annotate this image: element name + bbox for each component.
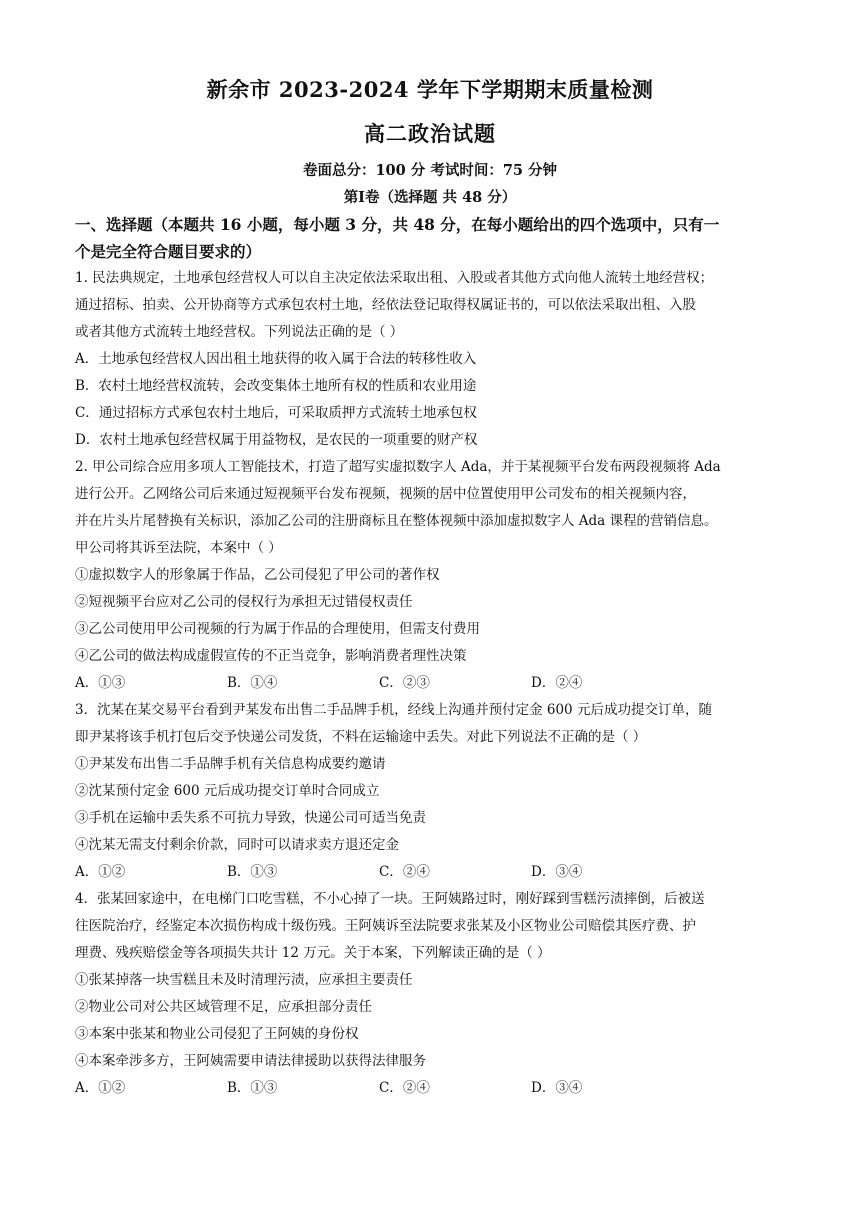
answer-choice: D．农村土地承包经营权属于用益物权，是农民的一项重要的财产权 — [75, 432, 478, 448]
exam-subtitle: 高二政治试题 — [364, 121, 496, 146]
statement: ③本案中张某和物业公司侵犯了王阿姨的身份权 — [75, 1026, 359, 1042]
section-heading-line: 一、选择题（本题共 16 小题，每小题 3 分，共 48 分，在每小题给出的四个选项中，只有一 — [75, 215, 720, 234]
option-b: B．①④ — [227, 675, 278, 691]
question-2 — [75, 454, 787, 697]
statement: ④乙公司的做法构成虚假宣传的不正当竞争，影响消费者理性决策 — [75, 648, 467, 664]
question-stem-line: 通过招标、拍卖、公开协商等方式承包农村土地，经依法登记取得权属证书的，可以依法采取出租、入股 — [75, 297, 696, 313]
option-c: C．②③ — [379, 675, 430, 691]
statement: ②物业公司对公共区域管理不足，应承担部分责任 — [75, 999, 372, 1015]
option-d: D．②④ — [531, 675, 583, 691]
question-stem-line: 2. 甲公司综合应用多项人工智能技术，打造了超写实虚拟数字人 Ada，并于某视频平台发布两段视频将 Ada — [75, 459, 721, 475]
option-c: C．②④ — [379, 864, 430, 880]
statement: ③乙公司使用甲公司视频的行为属于作品的合理使用，但需支付费用 — [75, 621, 480, 637]
option-a: A．①② — [75, 1080, 126, 1096]
option-b: B．①③ — [227, 1080, 278, 1096]
question-stem-line: 4．张某回家途中，在电梯门口吃雪糕，不小心掉了一块。王阿姨路过时，刚好踩到雪糕污渍摔倒，后被送 — [75, 891, 705, 907]
section-heading — [75, 212, 787, 266]
question-1 — [75, 265, 787, 454]
option-d: D．③④ — [531, 1080, 583, 1096]
question-stem-line: 往医院治疗，经鉴定本次损伤构成十级伤残。王阿姨诉至法院要求张某及小区物业公司赔偿其医疗费、护 — [75, 918, 696, 934]
statement: ③手机在运输中丢失系不可抗力导致，快递公司可适当免责 — [75, 810, 426, 826]
option-d: D．③④ — [531, 864, 583, 880]
section-heading-line: 个是完全符合题目要求的） — [75, 242, 262, 261]
question-stem-line: 或者其他方式流转土地经营权。下列说法正确的是（ ） — [75, 324, 404, 340]
questions-body — [75, 265, 787, 1102]
question-stem-line: 并在片头片尾替换有关标识，添加乙公司的注册商标且在整体视频中添加虚拟数字人 Ada 课程的营销信息。 — [75, 513, 718, 529]
statement: ④沈某无需支付剩余价款，同时可以请求卖方退还定金 — [75, 837, 399, 853]
option-a: A．①② — [75, 864, 126, 880]
answer-options — [75, 1075, 787, 1102]
statement: ①虚拟数字人的形象属于作品，乙公司侵犯了甲公司的著作权 — [75, 567, 440, 583]
question-4 — [75, 886, 787, 1102]
statement: ②短视频平台应对乙公司的侵权行为承担无过错侵权责任 — [75, 594, 413, 610]
answer-choice: C．通过招标方式承包农村土地后，可采取质押方式流转土地承包权 — [75, 405, 477, 421]
question-stem-line: 进行公开。乙网络公司后来通过短视频平台发布视频，视频的居中位置使用甲公司发布的相关视频内容， — [75, 486, 696, 502]
question-stem-line: 即尹某将该手机打包后交予快递公司发货，不料在运输途中丢失。对此下列说法不正确的是（ ） — [75, 729, 647, 745]
question-stem-line: 理费、残疾赔偿金等各项损失共计 12 万元。关于本案，下列解读正确的是（ ） — [75, 945, 551, 961]
option-a: A．①③ — [75, 675, 126, 691]
option-c: C．②④ — [379, 1080, 430, 1096]
option-b: B．①③ — [227, 864, 278, 880]
answer-options — [75, 670, 787, 697]
part-heading: 第Ⅰ卷（选择题 共 48 分） — [343, 189, 517, 206]
exam-title: 新余市 2023-2024 学年下学期期末质量检测 — [206, 77, 654, 102]
answer-options — [75, 859, 787, 886]
question-3 — [75, 697, 787, 886]
statement: ①张某掉落一块雪糕且未及时清理污渍，应承担主要责任 — [75, 972, 413, 988]
question-stem-line: 1. 民法典规定，土地承包经营权人可以自主决定依法采取出租、入股或者其他方式向他人流转土地经营权； — [75, 270, 714, 286]
statement: ④本案牵涉多方，王阿姨需要申请法律援助以获得法律服务 — [75, 1053, 426, 1069]
answer-choice: B．农村土地经营权流转，会改变集体土地所有权的性质和农业用途 — [75, 378, 477, 394]
statement: ①尹某发布出售二手品牌手机有关信息构成要约邀请 — [75, 756, 386, 772]
question-stem-line: 甲公司将其诉至法院，本案中（ ） — [75, 540, 282, 556]
answer-choice: A．土地承包经营权人因出租土地获得的收入属于合法的转移性收入 — [75, 351, 477, 367]
exam-meta: 卷面总分：100 分 考试时间：75 分钟 — [302, 162, 558, 179]
question-stem-line: 3．沈某在某交易平台看到尹某发布出售二手品牌手机，经线上沟通并预付定金 600 元后成功提交订单，随 — [75, 702, 712, 718]
statement: ②沈某预付定金 600 元后成功提交订单时合同成立 — [75, 783, 380, 799]
